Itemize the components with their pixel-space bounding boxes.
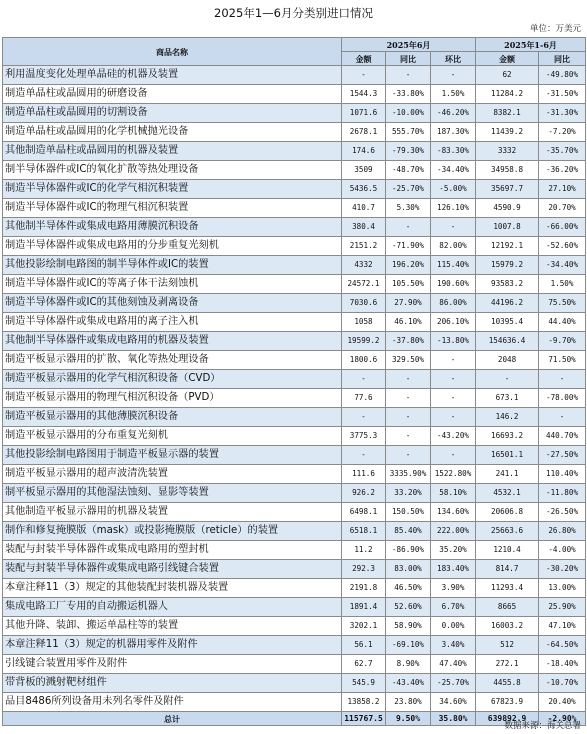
- cell-june-yoy: 3335.90%: [386, 465, 431, 484]
- cell-h1-amount: 16693.2: [476, 427, 539, 446]
- cell-june-yoy: 196.20%: [386, 256, 431, 275]
- cell-product-name: 制半导体器件或IC的氧化扩散等热处理设备: [3, 161, 342, 180]
- cell-june-mom: -5.00%: [431, 180, 476, 199]
- cell-h1-amount: 10395.4: [476, 313, 539, 332]
- cell-june-yoy: 58.90%: [386, 617, 431, 636]
- cell-june-yoy: -43.40%: [386, 674, 431, 693]
- cell-h1-amount: 34958.8: [476, 161, 539, 180]
- cell-june-mom: 35.20%: [431, 541, 476, 560]
- cell-h1-amount: 272.1: [476, 655, 539, 674]
- cell-june-mom: -: [431, 408, 476, 427]
- table-row: [3, 560, 586, 579]
- cell-june-mom: 222.00%: [431, 522, 476, 541]
- cell-h1-yoy: -27.50%: [539, 446, 586, 465]
- cell-june-mom: -: [431, 370, 476, 389]
- cell-june-amount: 13858.2: [342, 693, 386, 712]
- cell-h1-yoy: 44.40%: [539, 313, 586, 332]
- cell-product-name: 制造半导体器件或集成电路用的分步重复光刻机: [3, 237, 342, 256]
- cell-june-mom: 82.00%: [431, 237, 476, 256]
- cell-product-name: 集成电路工厂专用的自动搬运机器人: [3, 598, 342, 617]
- cell-june-amount: 77.6: [342, 389, 386, 408]
- table-row: [3, 598, 586, 617]
- cell-june-mom: 190.60%: [431, 275, 476, 294]
- cell-h1-yoy: 20.70%: [539, 199, 586, 218]
- cell-june-amount: 56.1: [342, 636, 386, 655]
- cell-june-yoy: 85.40%: [386, 522, 431, 541]
- table-row: [3, 693, 586, 712]
- cell-h1-amount: 15979.2: [476, 256, 539, 275]
- cell-june-yoy: -: [386, 370, 431, 389]
- cell-h1-amount: 146.2: [476, 408, 539, 427]
- cell-june-amount: 545.9: [342, 674, 386, 693]
- cell-june-yoy: -: [386, 218, 431, 237]
- cell-h1-amount: 62: [476, 66, 539, 85]
- cell-h1-amount: 44196.2: [476, 294, 539, 313]
- cell-h1-yoy: -30.20%: [539, 560, 586, 579]
- cell-h1-yoy: -34.40%: [539, 256, 586, 275]
- cell-june-amount: -: [342, 370, 386, 389]
- cell-june-mom: 134.60%: [431, 503, 476, 522]
- cell-june-amount: 3202.1: [342, 617, 386, 636]
- cell-product-name: 其他升降、装卸、搬运单晶柱等的装置: [3, 617, 342, 636]
- cell-june-amount: 7030.6: [342, 294, 386, 313]
- cell-product-name: 其他制半导体件或集成电路用薄膜沉积设备: [3, 218, 342, 237]
- table-row: [3, 484, 586, 503]
- cell-h1-yoy: 20.40%: [539, 693, 586, 712]
- header-june-amount: 金额: [342, 52, 386, 66]
- cell-product-name: 其他制半导体器件或集成电路用的机器及装置: [3, 332, 342, 351]
- cell-product-name: 制造平板显示器用的分布重复光刻机: [3, 427, 342, 446]
- cell-june-yoy: 329.50%: [386, 351, 431, 370]
- cell-june-mom: -: [431, 351, 476, 370]
- cell-june-yoy: -69.10%: [386, 636, 431, 655]
- total-mom: 35.80%: [431, 712, 476, 726]
- cell-june-yoy: -: [386, 389, 431, 408]
- cell-product-name: 利用温度变化处理单晶硅的机器及装置: [3, 66, 342, 85]
- cell-h1-amount: 673.1: [476, 389, 539, 408]
- cell-h1-amount: 8665: [476, 598, 539, 617]
- cell-june-yoy: 23.80%: [386, 693, 431, 712]
- cell-h1-amount: 241.1: [476, 465, 539, 484]
- total-ytd-amount: 639892.9: [476, 712, 539, 726]
- cell-june-yoy: 150.50%: [386, 503, 431, 522]
- cell-june-mom: 3.90%: [431, 579, 476, 598]
- cell-june-yoy: 46.10%: [386, 313, 431, 332]
- cell-june-mom: 187.30%: [431, 123, 476, 142]
- cell-product-name: 制作和修复掩膜版（mask）或投影掩膜版（reticle）的装置: [3, 522, 342, 541]
- cell-june-yoy: -79.30%: [386, 142, 431, 161]
- table-row: [3, 389, 586, 408]
- table-row: [3, 579, 586, 598]
- unit-label: 单位：万美元: [529, 24, 581, 34]
- table-row: [3, 66, 586, 85]
- cell-product-name: 制造单晶柱或晶圆用的研磨设备: [3, 85, 342, 104]
- cell-h1-amount: 16003.2: [476, 617, 539, 636]
- cell-june-mom: 86.00%: [431, 294, 476, 313]
- total-row: [3, 712, 586, 726]
- cell-h1-yoy: 26.80%: [539, 522, 586, 541]
- table-row: [3, 275, 586, 294]
- cell-june-mom: 47.40%: [431, 655, 476, 674]
- header-product-name: 商品名称: [3, 38, 342, 66]
- cell-june-amount: -: [342, 446, 386, 465]
- cell-h1-yoy: -9.70%: [539, 332, 586, 351]
- cell-june-mom: -25.70%: [431, 674, 476, 693]
- cell-june-amount: 3775.3: [342, 427, 386, 446]
- cell-june-yoy: 33.20%: [386, 484, 431, 503]
- cell-june-amount: 1058: [342, 313, 386, 332]
- cell-june-mom: 115.40%: [431, 256, 476, 275]
- cell-h1-amount: 4455.8: [476, 674, 539, 693]
- table-row: [3, 218, 586, 237]
- cell-product-name: 本章注释11（3）规定的其他装配封装机器及装置: [3, 579, 342, 598]
- cell-june-amount: 1071.6: [342, 104, 386, 123]
- table-row: [3, 541, 586, 560]
- cell-june-yoy: -37.80%: [386, 332, 431, 351]
- table-row: [3, 85, 586, 104]
- cell-h1-yoy: -7.20%: [539, 123, 586, 142]
- cell-h1-amount: 67823.9: [476, 693, 539, 712]
- cell-h1-yoy: 25.90%: [539, 598, 586, 617]
- cell-h1-amount: 1007.8: [476, 218, 539, 237]
- data-source: 数据来源：海关总署: [504, 721, 581, 731]
- cell-june-amount: 2191.8: [342, 579, 386, 598]
- table-row: [3, 142, 586, 161]
- cell-june-yoy: 5.30%: [386, 199, 431, 218]
- cell-product-name: 制造平板显示器用的扩散、氧化等热处理设备: [3, 351, 342, 370]
- cell-product-name: 制造半导体器件或IC的其他刻蚀及剥离设备: [3, 294, 342, 313]
- cell-product-name: 本章注释11（3）规定的机器用零件及附件: [3, 636, 342, 655]
- cell-h1-yoy: -: [539, 370, 586, 389]
- cell-june-amount: 292.3: [342, 560, 386, 579]
- header-june-yoy: 同比: [386, 52, 431, 66]
- cell-product-name: 品目8486所列设备用未列名零件及附件: [3, 693, 342, 712]
- cell-june-amount: 4332: [342, 256, 386, 275]
- cell-h1-yoy: -4.00%: [539, 541, 586, 560]
- cell-product-name: 制造半导体器件或IC的化学气相沉积装置: [3, 180, 342, 199]
- table-row: [3, 332, 586, 351]
- cell-h1-yoy: -49.80%: [539, 66, 586, 85]
- table-row: [3, 503, 586, 522]
- cell-june-mom: 126.10%: [431, 199, 476, 218]
- cell-june-yoy: -33.80%: [386, 85, 431, 104]
- cell-june-mom: -: [431, 389, 476, 408]
- cell-product-name: 制造平板显示器用的超声波清洗装置: [3, 465, 342, 484]
- cell-h1-amount: 11439.2: [476, 123, 539, 142]
- cell-h1-amount: -: [476, 370, 539, 389]
- cell-product-name: 其他制造平板显示器用的机器及装置: [3, 503, 342, 522]
- cell-product-name: 引线键合装置用零件及附件: [3, 655, 342, 674]
- total-label: 总计: [3, 712, 342, 726]
- table-row: [3, 636, 586, 655]
- cell-june-yoy: 8.90%: [386, 655, 431, 674]
- cell-june-yoy: 83.00%: [386, 560, 431, 579]
- cell-june-mom: 34.60%: [431, 693, 476, 712]
- cell-product-name: 制造平板显示器用的其他薄膜沉积设备: [3, 408, 342, 427]
- table-row: [3, 446, 586, 465]
- cell-product-name: 制造半导体器件或IC的物理气相沉积装置: [3, 199, 342, 218]
- cell-h1-yoy: -78.00%: [539, 389, 586, 408]
- table-row: [3, 617, 586, 636]
- cell-june-amount: 410.7: [342, 199, 386, 218]
- cell-june-mom: -: [431, 66, 476, 85]
- cell-june-yoy: 27.90%: [386, 294, 431, 313]
- table-body: [3, 66, 586, 726]
- cell-june-yoy: -10.00%: [386, 104, 431, 123]
- cell-h1-amount: 814.7: [476, 560, 539, 579]
- cell-product-name: 制造平板显示器用的物理气相沉积设备（PVD）: [3, 389, 342, 408]
- cell-product-name: 装配与封装半导体器件或集成电路引线键合装置: [3, 560, 342, 579]
- cell-june-amount: 2151.2: [342, 237, 386, 256]
- cell-h1-amount: 1210.4: [476, 541, 539, 560]
- cell-h1-yoy: -64.50%: [539, 636, 586, 655]
- table-row: [3, 161, 586, 180]
- cell-june-amount: 6518.1: [342, 522, 386, 541]
- table-row: [3, 408, 586, 427]
- total-ytd-yoy: -2.90%: [539, 712, 586, 726]
- cell-june-yoy: -71.90%: [386, 237, 431, 256]
- cell-june-mom: 3.40%: [431, 636, 476, 655]
- cell-june-mom: -34.40%: [431, 161, 476, 180]
- cell-june-amount: 19599.2: [342, 332, 386, 351]
- table-row: [3, 427, 586, 446]
- cell-h1-yoy: 13.00%: [539, 579, 586, 598]
- cell-h1-yoy: 1.50%: [539, 275, 586, 294]
- cell-h1-amount: 2048: [476, 351, 539, 370]
- cell-product-name: 制造半导体器件或集成电路用的离子注入机: [3, 313, 342, 332]
- cell-june-yoy: -86.90%: [386, 541, 431, 560]
- cell-june-mom: 1.50%: [431, 85, 476, 104]
- cell-june-amount: 6498.1: [342, 503, 386, 522]
- cell-june-mom: 183.40%: [431, 560, 476, 579]
- cell-june-amount: 1544.3: [342, 85, 386, 104]
- cell-h1-yoy: 47.10%: [539, 617, 586, 636]
- cell-h1-yoy: 71.50%: [539, 351, 586, 370]
- import-table: [2, 37, 586, 726]
- cell-h1-yoy: -18.40%: [539, 655, 586, 674]
- cell-june-mom: -43.20%: [431, 427, 476, 446]
- cell-h1-amount: 20606.8: [476, 503, 539, 522]
- cell-h1-yoy: 440.70%: [539, 427, 586, 446]
- table-row: [3, 351, 586, 370]
- cell-h1-yoy: -26.50%: [539, 503, 586, 522]
- cell-june-amount: 380.4: [342, 218, 386, 237]
- header-h1-2025: 2025年1-6月: [476, 38, 586, 52]
- cell-h1-yoy: 75.50%: [539, 294, 586, 313]
- total-amount: 115767.5: [342, 712, 386, 726]
- cell-june-amount: 62.7: [342, 655, 386, 674]
- cell-june-mom: 6.70%: [431, 598, 476, 617]
- cell-june-yoy: -: [386, 427, 431, 446]
- cell-product-name: 其他投影绘制电路图的制半导体件或IC的装置: [3, 256, 342, 275]
- cell-june-amount: 3509: [342, 161, 386, 180]
- cell-h1-amount: 4590.9: [476, 199, 539, 218]
- cell-h1-yoy: -31.50%: [539, 85, 586, 104]
- cell-june-mom: 58.10%: [431, 484, 476, 503]
- cell-product-name: 其他投影绘制电路图用于制造平板显示器的装置: [3, 446, 342, 465]
- cell-june-mom: 0.00%: [431, 617, 476, 636]
- cell-product-name: 制造半导体器件或IC的等离子体干法刻蚀机: [3, 275, 342, 294]
- header-h1-amount: 金额: [476, 52, 539, 66]
- cell-h1-yoy: -35.70%: [539, 142, 586, 161]
- cell-h1-amount: 12192.1: [476, 237, 539, 256]
- cell-june-yoy: 555.70%: [386, 123, 431, 142]
- cell-june-amount: 926.2: [342, 484, 386, 503]
- table-row: [3, 294, 586, 313]
- cell-h1-amount: 512: [476, 636, 539, 655]
- cell-june-amount: 24572.1: [342, 275, 386, 294]
- cell-june-yoy: -: [386, 446, 431, 465]
- table-row: [3, 104, 586, 123]
- cell-june-yoy: 46.50%: [386, 579, 431, 598]
- table-row: [3, 655, 586, 674]
- cell-h1-yoy: -: [539, 408, 586, 427]
- cell-june-amount: -: [342, 408, 386, 427]
- header-june-2025: 2025年6月: [342, 38, 476, 52]
- cell-h1-yoy: -36.20%: [539, 161, 586, 180]
- header-june-mom: 环比: [431, 52, 476, 66]
- cell-june-amount: 2678.1: [342, 123, 386, 142]
- table-row: [3, 256, 586, 275]
- cell-june-mom: 206.10%: [431, 313, 476, 332]
- table-row: [3, 237, 586, 256]
- cell-product-name: 制造单晶柱或晶圆用的切割设备: [3, 104, 342, 123]
- cell-h1-yoy: -31.30%: [539, 104, 586, 123]
- cell-june-amount: 174.6: [342, 142, 386, 161]
- cell-june-yoy: 52.60%: [386, 598, 431, 617]
- cell-product-name: 制造单晶柱或晶圆用的化学机械抛光设备: [3, 123, 342, 142]
- cell-h1-amount: 16501.1: [476, 446, 539, 465]
- cell-h1-yoy: -52.60%: [539, 237, 586, 256]
- cell-june-yoy: -: [386, 66, 431, 85]
- cell-h1-yoy: 27.10%: [539, 180, 586, 199]
- cell-june-yoy: -25.70%: [386, 180, 431, 199]
- cell-june-yoy: -: [386, 408, 431, 427]
- cell-june-mom: -: [431, 218, 476, 237]
- table-row: [3, 123, 586, 142]
- cell-june-amount: 5436.5: [342, 180, 386, 199]
- table-row: [3, 180, 586, 199]
- cell-june-amount: -: [342, 66, 386, 85]
- cell-h1-yoy: -11.80%: [539, 484, 586, 503]
- cell-h1-yoy: -66.00%: [539, 218, 586, 237]
- table-row: [3, 674, 586, 693]
- cell-june-mom: 1522.80%: [431, 465, 476, 484]
- cell-h1-amount: 4532.1: [476, 484, 539, 503]
- cell-product-name: 带背板的溅射靶材组件: [3, 674, 342, 693]
- table-row: [3, 199, 586, 218]
- table-row: [3, 522, 586, 541]
- header-h1-yoy: 同比: [539, 52, 586, 66]
- cell-h1-amount: 93583.2: [476, 275, 539, 294]
- table-row: [3, 370, 586, 389]
- cell-h1-amount: 8382.1: [476, 104, 539, 123]
- cell-june-mom: -13.80%: [431, 332, 476, 351]
- cell-june-mom: -83.30%: [431, 142, 476, 161]
- table-header: [3, 38, 586, 66]
- cell-june-amount: 111.6: [342, 465, 386, 484]
- cell-product-name: 制造平板显示器用的化学气相沉积设备（CVD）: [3, 370, 342, 389]
- cell-june-mom: -46.20%: [431, 104, 476, 123]
- cell-h1-amount: 35697.7: [476, 180, 539, 199]
- cell-june-amount: 1800.6: [342, 351, 386, 370]
- cell-h1-yoy: -10.70%: [539, 674, 586, 693]
- cell-june-yoy: -48.70%: [386, 161, 431, 180]
- cell-june-amount: 1891.4: [342, 598, 386, 617]
- cell-h1-amount: 3332: [476, 142, 539, 161]
- cell-product-name: 装配与封装半导体器件或集成电路用的塑封机: [3, 541, 342, 560]
- table-row: [3, 313, 586, 332]
- cell-h1-amount: 154636.4: [476, 332, 539, 351]
- table-row: [3, 465, 586, 484]
- cell-product-name: 其他制造单晶柱或晶圆用的机器及装置: [3, 142, 342, 161]
- cell-h1-amount: 11284.2: [476, 85, 539, 104]
- cell-h1-amount: 11293.4: [476, 579, 539, 598]
- cell-h1-amount: 25663.6: [476, 522, 539, 541]
- cell-june-mom: -: [431, 446, 476, 465]
- cell-june-amount: 11.2: [342, 541, 386, 560]
- cell-h1-yoy: 110.40%: [539, 465, 586, 484]
- total-yoy: 9.50%: [386, 712, 431, 726]
- page-title: 2025年1—6月分类别进口情况: [214, 6, 373, 20]
- cell-product-name: 制平板显示器用的其他湿法蚀刻、显影等装置: [3, 484, 342, 503]
- cell-june-yoy: 105.50%: [386, 275, 431, 294]
